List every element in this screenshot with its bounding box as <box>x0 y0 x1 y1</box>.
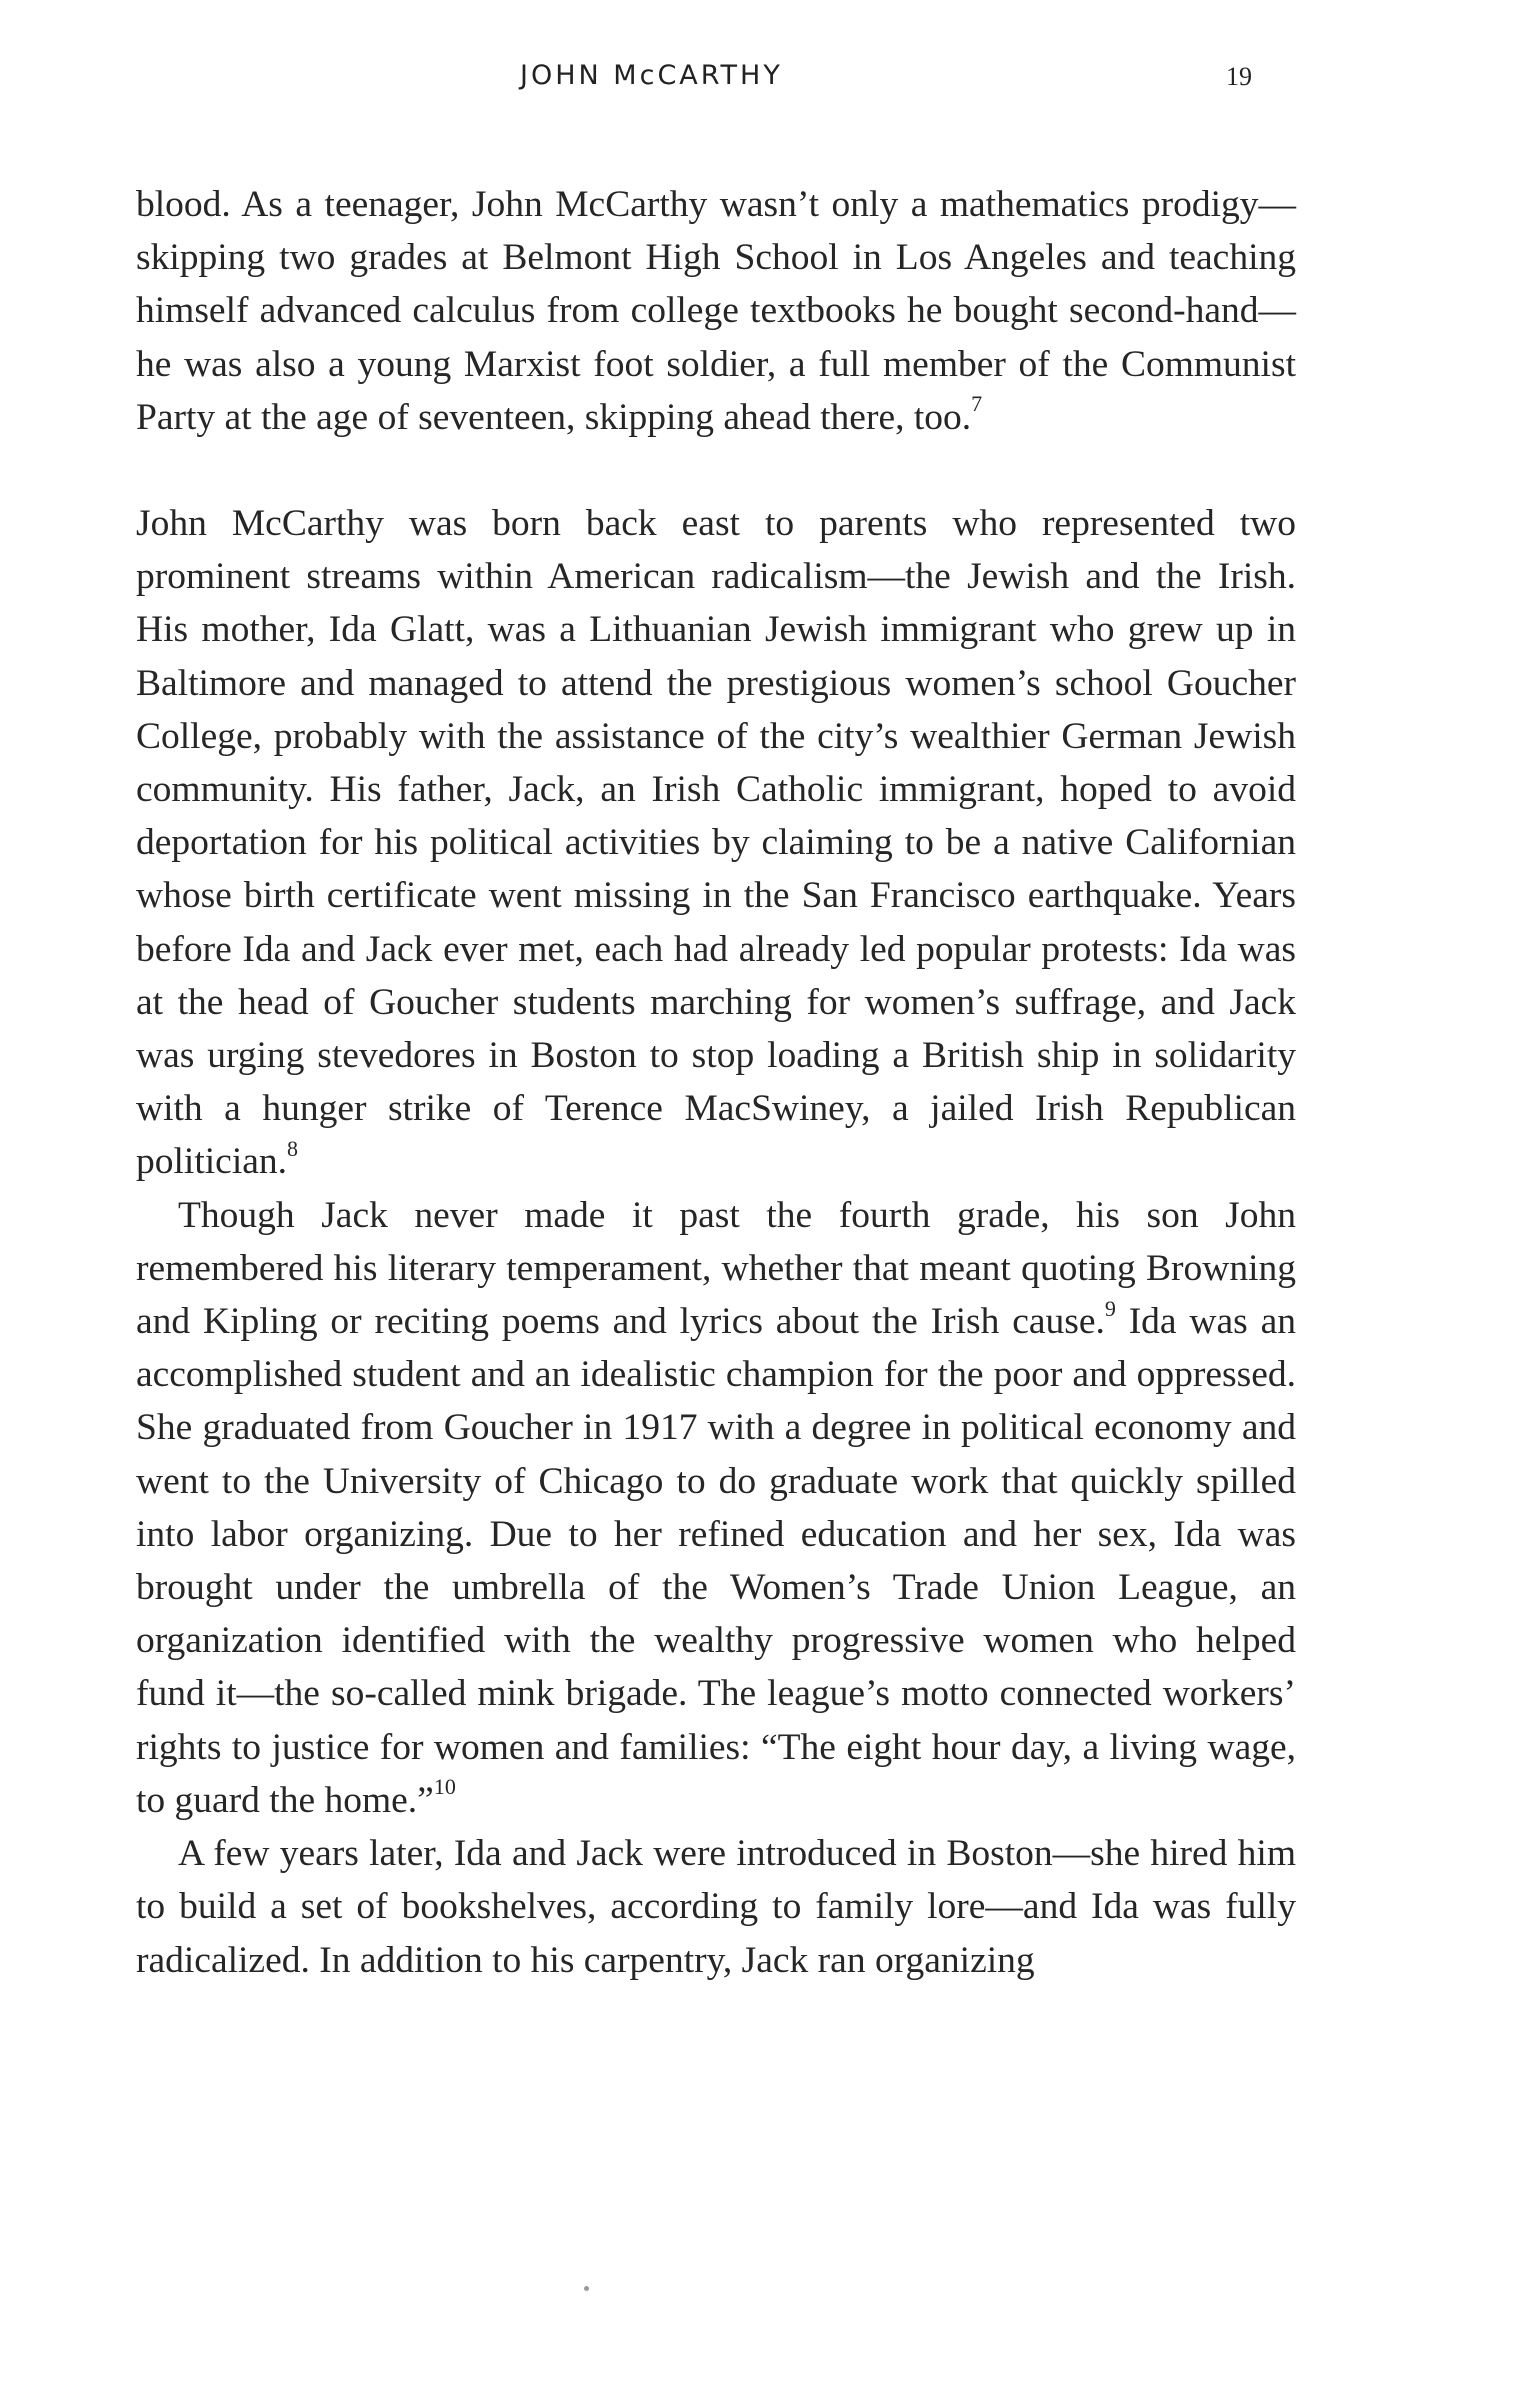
body-text <box>136 178 1296 1987</box>
footnote-ref: 8 <box>287 1135 299 1161</box>
paragraph-text: Ida was an accomplished student and an idealistic champion for the poor and oppressed. She graduated from Goucher in 1917 with a degree in political economy and went to the University of Chicago to do graduate work that quickly spilled into labor organizing. Due to her refined education and her sex, Ida was brought under the umbrella of the Women’s Trade Union League, an organization identified with the wealthy progressive women who helped fund it—the so-called mink brigade. The league’s motto connected workers’ rights to justice for women and families: “The eight hour day, a living wage, to guard the home.” <box>136 1301 1296 1821</box>
footnote-ref: 9 <box>1104 1295 1116 1321</box>
running-head <box>0 60 1539 110</box>
paragraph <box>136 1827 1296 1987</box>
paragraph-text: Though Jack never made it past the fourth grade, his son John remembered his literary temperament, whether that meant quoting Browning and Kipling or reciting poems and lyrics about the Irish cause. <box>136 1194 1296 1343</box>
paragraph-text: A few years later, Ida and Jack were introduced in Boston—she hired him to build a set of bookshelves, according to family lore—and Ida was fully radicalized. In addition to his carpentry, Jack ran organizing <box>136 1833 1296 1981</box>
running-title: JOHN McCARTHY <box>520 60 783 91</box>
paragraph <box>136 1189 1296 1827</box>
paragraph-section-start <box>136 497 1296 1189</box>
paragraph-text: blood. As a teenager, John McCarthy wasn’t only a mathematics prodigy—skipping two grades at Belmont High School in Los Angeles and teaching himself advanced calculus from college textbooks he bought second-hand—he was also a young Marxist foot soldier, a full member of the Communist Party at the age of seventeen, skipping ahead there, too. <box>136 184 1296 438</box>
page-number: 19 <box>1226 62 1252 91</box>
footnote-ref: 10 <box>433 1774 456 1800</box>
footnote-ref: 7 <box>971 391 983 417</box>
paper-speck <box>584 2286 589 2291</box>
paragraph-text: John McCarthy was born back east to parents who represented two prominent streams within American radicalism—the Jewish and the Irish. His mother, Ida Glatt, was a Lithuanian Jewish immigrant who grew up in Baltimore and managed to attend the prestigious women’s school Goucher College, probably with the assistance of the city’s wealthier German Jewish community. His father, Jack, an Irish Catholic immigrant, hoped to avoid deportation for his political activities by claiming to be a native Californian whose birth certificate went missing in the San Francisco earthquake. Years before Ida and Jack ever met, each had already led popular protests: Ida was at the head of Goucher students marching for women’s suffrage, and Jack was urging stevedores in Boston to stop loading a British ship in solidarity with a hunger strike of Terence MacSwiney, a jailed Irish Republican politician. <box>136 503 1296 1183</box>
paragraph-continued <box>136 178 1296 444</box>
